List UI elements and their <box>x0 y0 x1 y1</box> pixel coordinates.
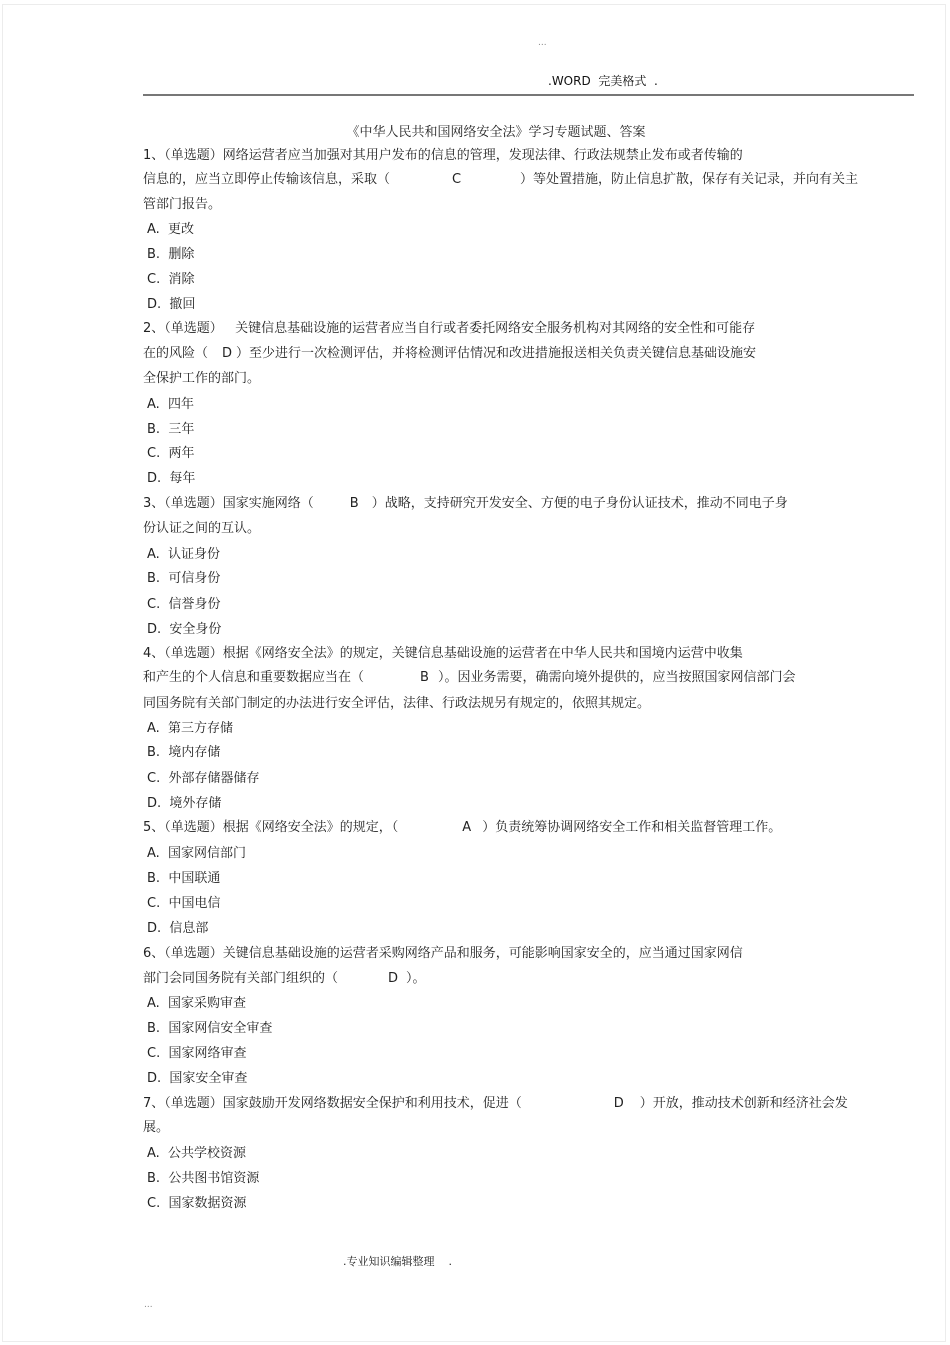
question-5-line-1: 5、（单选题）根据《网络安全法》的规定，（ A ）负责统筹协调网络安全工作和相关监督管理工作。 <box>143 820 782 835</box>
question-4-line-1: 4、（单选题）根据《网络安全法》的规定，关键信息基础设施的运营者在中华人民共和国境内运营中收集 <box>143 646 743 661</box>
question-3-option-d: D. 安全身份 <box>147 622 222 637</box>
question-2-option-a: A. 四年 <box>147 397 195 412</box>
question-3-answer: B <box>349 496 359 511</box>
question-1-answer: C <box>452 172 462 187</box>
question-6-answer: D <box>388 971 399 986</box>
question-1-option-a: A. 更改 <box>147 222 195 237</box>
footer-dots: ... <box>144 1300 153 1310</box>
header-rule <box>143 94 914 96</box>
question-1-line-1: 1、（单选题）网络运营者应当加强对其用户发布的信息的管理，发现法律、行政法规禁止发布或者传输的 <box>143 148 743 163</box>
question-4-option-b: B. 境内存储 <box>147 745 221 760</box>
question-2-line-3: 全保护工作的部门。 <box>143 371 261 386</box>
question-1-option-d: D. 撤回 <box>147 297 196 312</box>
question-2-option-c: C. 两年 <box>147 446 195 461</box>
question-4-option-c: C. 外部存储器储存 <box>147 771 260 786</box>
question-6-option-a: A. 国家采购审查 <box>147 996 247 1011</box>
question-5-option-c: C. 中国电信 <box>147 896 221 911</box>
question-4-line-3: 同国务院有关部门制定的办法进行安全评估，法律、行政法规另有规定的，依照其规定。 <box>143 696 651 711</box>
question-5-option-b: B. 中国联通 <box>147 871 221 886</box>
question-6-line-1: 6、（单选题）关键信息基础设施的运营者采购网络产品和服务，可能影响国家安全的，应当通过国家网信 <box>143 946 743 961</box>
question-7-line-2: 展。 <box>143 1120 170 1135</box>
question-2-line-1: 2、（单选题） 关键信息基础设施的运营者应当自行或者委托网络安全服务机构对其网络的安全性和可能存 <box>143 321 756 336</box>
question-6-line-2: 部门会同国务院有关部门组织的（ D ）。 <box>143 971 426 986</box>
question-7-line-1: 7、（单选题）国家鼓励开发网络数据安全保护和利用技术，促进（ D ）开放，推动技术创新和经济社会发 <box>143 1096 848 1111</box>
question-6-option-b: B. 国家网信安全审查 <box>147 1021 273 1036</box>
question-2-option-b: B. 三年 <box>147 422 195 437</box>
question-5-option-a: A. 国家网信部门 <box>147 846 247 861</box>
question-3-option-a: A. 认证身份 <box>147 547 221 562</box>
header-format-label: .WORD 完美格式 . <box>548 74 658 88</box>
question-7-answer: D <box>613 1096 624 1111</box>
question-7-option-c: C. 国家数据资源 <box>147 1196 247 1211</box>
question-3-line-1: 3、（单选题）国家实施网络（ B ）战略，支持研究开发安全、方便的电子身份认证技术，推动不同电子身 <box>143 496 788 511</box>
question-3-line-2: 份认证之间的互认。 <box>143 521 261 536</box>
question-4-line-2: 和产生的个人信息和重要数据应当在（ B ）。因业务需要，确需向境外提供的，应当按照国家网信部门会 <box>143 670 796 685</box>
question-1-line-3: 管部门报告。 <box>143 197 222 212</box>
question-5-option-d: D. 信息部 <box>147 921 209 936</box>
question-2-line-2: 在的风险（ D ）至少进行一次检测评估，并将检测评估情况和改进措施报送相关负责关键信息基础设施安 <box>143 346 757 361</box>
question-7-option-b: B. 公共图书馆资源 <box>147 1171 260 1186</box>
question-3-option-b: B. 可信身份 <box>147 571 221 586</box>
header-dots: ... <box>538 38 547 48</box>
question-4-option-d: D. 境外存储 <box>147 796 222 811</box>
question-1-option-c: C. 消除 <box>147 272 195 287</box>
question-6-option-d: D. 国家安全审查 <box>147 1071 248 1086</box>
question-3-option-c: C. 信誉身份 <box>147 597 221 612</box>
question-4-answer: B <box>420 670 429 685</box>
question-1-line-2: 信息的，应当立即停止传输该信息，采取（ C ）等处置措施，防止信息扩散，保存有关记录，并向有关主 <box>143 172 859 187</box>
question-7-option-a: A. 公共学校资源 <box>147 1146 247 1161</box>
question-5-answer: A <box>462 820 472 835</box>
document-title: 《中华人民共和国网络安全法》学习专题试题、答案 <box>346 125 646 140</box>
question-4-option-a: A. 第三方存储 <box>147 721 234 736</box>
question-2-option-d: D. 每年 <box>147 471 196 486</box>
footer-label: .专业知识编辑整理 . <box>343 1255 452 1268</box>
question-2-answer: D <box>222 346 233 361</box>
question-1-option-b: B. 删除 <box>147 247 195 262</box>
question-6-option-c: C. 国家网络审查 <box>147 1046 247 1061</box>
